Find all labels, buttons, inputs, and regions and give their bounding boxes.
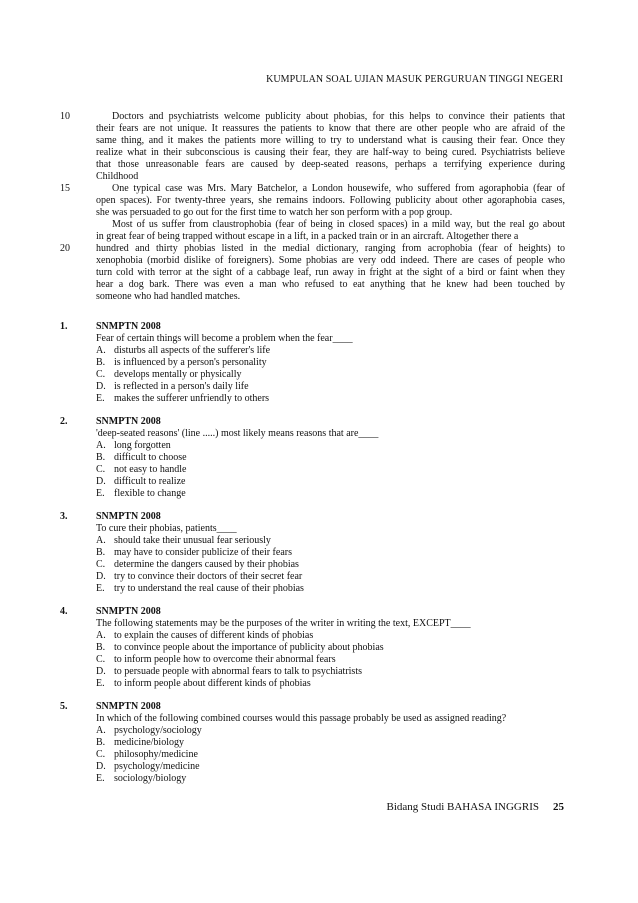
option-letter: B. [96,357,106,368]
option-a[interactable] [96,440,565,452]
option-letter: C. [96,749,106,760]
option-text: psychology/medicine [114,761,200,772]
page-footer [60,801,564,813]
passage-text: open spaces). For twenty-three years, she remains indoors. Following publicity about other agoraphobia cases, [96,195,565,206]
option-text: to persuade people with abnormal fears to talk to psychiatrists [114,666,362,677]
option-text: may have to consider publicize of their fears [114,547,292,558]
question-stem: In which of the following combined courses would this passage probably be used as assigned reading? [96,713,507,724]
option-letter: C. [96,369,106,380]
option-d[interactable] [96,571,565,583]
option-e[interactable] [96,678,565,690]
question-source: SNMPTN 2008 [96,701,161,712]
option-letter: D. [96,666,106,677]
passage-text: same thing, and it makes the patients more willing to try to understand what is causing their fear. Once they [96,135,565,146]
option-a[interactable] [96,535,565,547]
option-text: to inform people how to overcome their abnormal fears [114,654,336,665]
passage-line [60,243,565,255]
option-e[interactable] [96,488,565,500]
question-body [96,416,565,500]
option-b[interactable] [96,737,565,749]
question-source: SNMPTN 2008 [96,511,161,522]
running-header: KUMPULAN SOAL UJIAN MASUK PERGURUAN TINGGI NEGERI [266,74,563,85]
option-a[interactable] [96,725,565,737]
passage-line [60,291,565,303]
option-letter: E. [96,678,105,689]
question-number: 1. [60,321,68,332]
option-letter: E. [96,393,105,404]
question-stem: To cure their phobias, patients____ [96,523,237,534]
passage-text: hundred and thirty phobias listed in the medial dictionary, ranging from acrophobia (fear of heights) to [96,243,565,254]
option-text: determine the dangers caused by their phobias [114,559,299,570]
question-stem: The following statements may be the purposes of the writer in writing the text, EXCEPT____ [96,618,471,629]
option-letter: A. [96,630,106,641]
passage-text: in great fear of being trapped without escape in a lift, in a packed train or in an aircraft. Altogether there a [96,231,519,242]
option-text: medicine/biology [114,737,184,748]
option-text: makes the sufferer unfriendly to others [114,393,270,404]
passage-text: Childhood [96,171,139,182]
question-source: SNMPTN 2008 [96,416,161,427]
option-letter: A. [96,345,106,356]
passage-text: xenophobia (morbid dislike of foreigners). Some phobias are very odd indeed. There are cases of people who [96,255,565,266]
option-d[interactable] [96,666,565,678]
passage-text: Doctors and psychiatrists welcome publicity about phobias, for this helps to convince their patients that [112,111,565,122]
option-text: should take their unusual fear seriously [114,535,271,546]
question-body [96,511,565,595]
option-text: try to convince their doctors of their secret fear [114,571,303,582]
option-text: long forgotten [114,440,171,451]
option-d[interactable] [96,381,565,393]
passage-line [60,195,565,207]
option-text: sociology/biology [114,773,187,784]
passage-line [60,147,565,159]
question-number: 2. [60,416,68,427]
passage-text: Most of us suffer from claustrophobia (fear of being in closed spaces) in a mild way, but the real go about [112,219,565,230]
option-a[interactable] [96,345,565,357]
passage-text: turn cold with terror at the sight of a cabbage leaf, run away in fright at the sight of a bird or faint when they [96,267,565,278]
passage-text: realize what in their subconscious is causing their fear, they are half-way to being cured. Psychiatrists believe [96,147,565,158]
option-text: is reflected in a person's daily life [114,381,249,392]
option-letter: C. [96,654,106,665]
option-c[interactable] [96,369,565,381]
option-c[interactable] [96,654,565,666]
option-b[interactable] [96,642,565,654]
question-source: SNMPTN 2008 [96,321,161,332]
option-b[interactable] [96,547,565,559]
page-number: 25 [553,801,564,813]
passage-line [60,111,565,123]
option-text: psychology/sociology [114,725,202,736]
passage-line [60,219,565,231]
passage-line [60,255,565,267]
passage-text: someone who had handled matches. [96,291,241,302]
option-letter: B. [96,547,106,558]
option-letter: E. [96,773,105,784]
passage-line [60,171,565,183]
footer-subject: Bidang Studi BAHASA INGGRIS [386,801,539,813]
passage-line [60,135,565,147]
passage-text: hear a dog bark. There was even a man who refused to eat anything that he knew had been touched by [96,279,565,290]
option-text: develops mentally or physically [114,369,242,380]
option-letter: A. [96,725,106,736]
option-letter: E. [96,583,105,594]
question-body [96,321,565,405]
passage-line [60,183,565,195]
option-letter: D. [96,476,106,487]
option-letter: B. [96,642,106,653]
line-number: 10 [60,111,70,122]
option-letter: B. [96,737,106,748]
passage-line [60,231,565,243]
option-text: not easy to handle [114,464,187,475]
passage-text: she was persuaded to go out for the first time to watch her son perform with a pop group. [96,207,453,218]
option-letter: E. [96,488,105,499]
question-stem: Fear of certain things will become a problem when the fear____ [96,333,353,344]
option-text: philosophy/medicine [114,749,198,760]
passage-line [60,159,565,171]
option-text: flexible to change [114,488,186,499]
option-letter: B. [96,452,106,463]
question-body [96,606,565,690]
option-letter: D. [96,381,106,392]
reading-passage [60,111,565,303]
option-text: to convince people about the importance of publicity about phobias [114,642,384,653]
option-letter: D. [96,571,106,582]
option-letter: A. [96,535,106,546]
passage-text: One typical case was Mrs. Mary Batchelor, a London housewife, who suffered from agoraphobia (fear of [112,183,565,194]
passage-line [60,267,565,279]
question-number: 3. [60,511,68,522]
option-c[interactable] [96,749,565,761]
option-e[interactable] [96,393,565,405]
option-text: is influenced by a person's personality [114,357,267,368]
line-number: 20 [60,243,70,254]
option-e[interactable] [96,583,565,595]
passage-text: their fears are not unique. It reassures the patients to know that there are other people who are afraid of the [96,123,565,134]
option-text: difficult to choose [114,452,187,463]
question-stem: 'deep-seated reasons' (line .....) most likely means reasons that are____ [96,428,379,439]
option-text: to inform people about different kinds of phobias [114,678,311,689]
option-c[interactable] [96,464,565,476]
option-letter: D. [96,761,106,772]
passage-line [60,207,565,219]
option-text: difficult to realize [114,476,186,487]
line-number: 15 [60,183,70,194]
option-b[interactable] [96,357,565,369]
passage-text: that those unreasonable fears are caused by deep-seated reasons, perhaps a terrifying experience during [96,159,565,170]
option-letter: C. [96,464,106,475]
option-b[interactable] [96,452,565,464]
option-d[interactable] [96,476,565,488]
question-body [96,701,565,785]
question-number: 4. [60,606,68,617]
option-letter: A. [96,440,106,451]
option-text: try to understand the real cause of their phobias [114,583,304,594]
option-c[interactable] [96,559,565,571]
option-a[interactable] [96,630,565,642]
question-number: 5. [60,701,68,712]
passage-line [60,123,565,135]
option-text: to explain the causes of different kinds of phobias [114,630,314,641]
passage-line [60,279,565,291]
option-d[interactable] [96,761,565,773]
option-text: disturbs all aspects of the sufferer's life [114,345,271,356]
question-source: SNMPTN 2008 [96,606,161,617]
option-e[interactable] [96,773,565,785]
option-letter: C. [96,559,106,570]
